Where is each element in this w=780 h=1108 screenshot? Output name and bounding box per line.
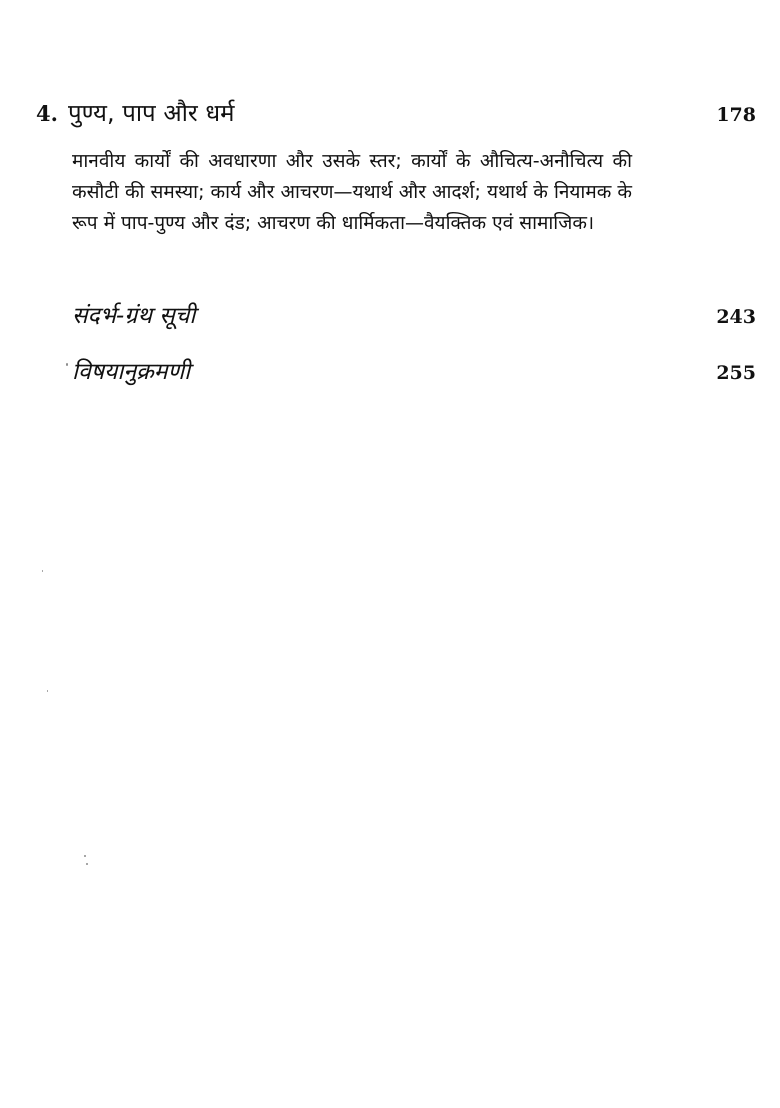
references-title: संदर्भ-ग्रंथ सूची xyxy=(72,303,196,329)
toc-entry-index xyxy=(36,354,756,386)
scan-speck xyxy=(86,863,88,865)
scan-speck xyxy=(84,855,86,857)
chapter-summary: मानवीय कार्यों की अवधारणा और उसके स्तर; कार्यों के औचित्य-अनौचित्य की कसौटी की समस्या; कार्य और आचरण—यथार्थ और आदर्श; यथार्थ के नियामक के रूप में पाप-पुण्य और दंड; आचरण की धार्मिकता—वैयक्तिक एवं सामाजिक। xyxy=(72,150,632,234)
scan-speck xyxy=(66,363,68,366)
scan-speck xyxy=(47,690,48,692)
scan-speck xyxy=(42,570,43,572)
index-title: विषयानुक्रमणी xyxy=(72,359,191,385)
chapter-title: पुण्य, पाप और धर्म xyxy=(68,99,235,127)
chapter-page-number: 178 xyxy=(716,104,756,126)
toc-entry-chapter-4 xyxy=(36,96,756,129)
toc-entry-references xyxy=(36,298,756,330)
references-page-number: 243 xyxy=(716,306,756,328)
chapter-number: 4. xyxy=(36,101,58,126)
index-page-number: 255 xyxy=(716,362,756,384)
